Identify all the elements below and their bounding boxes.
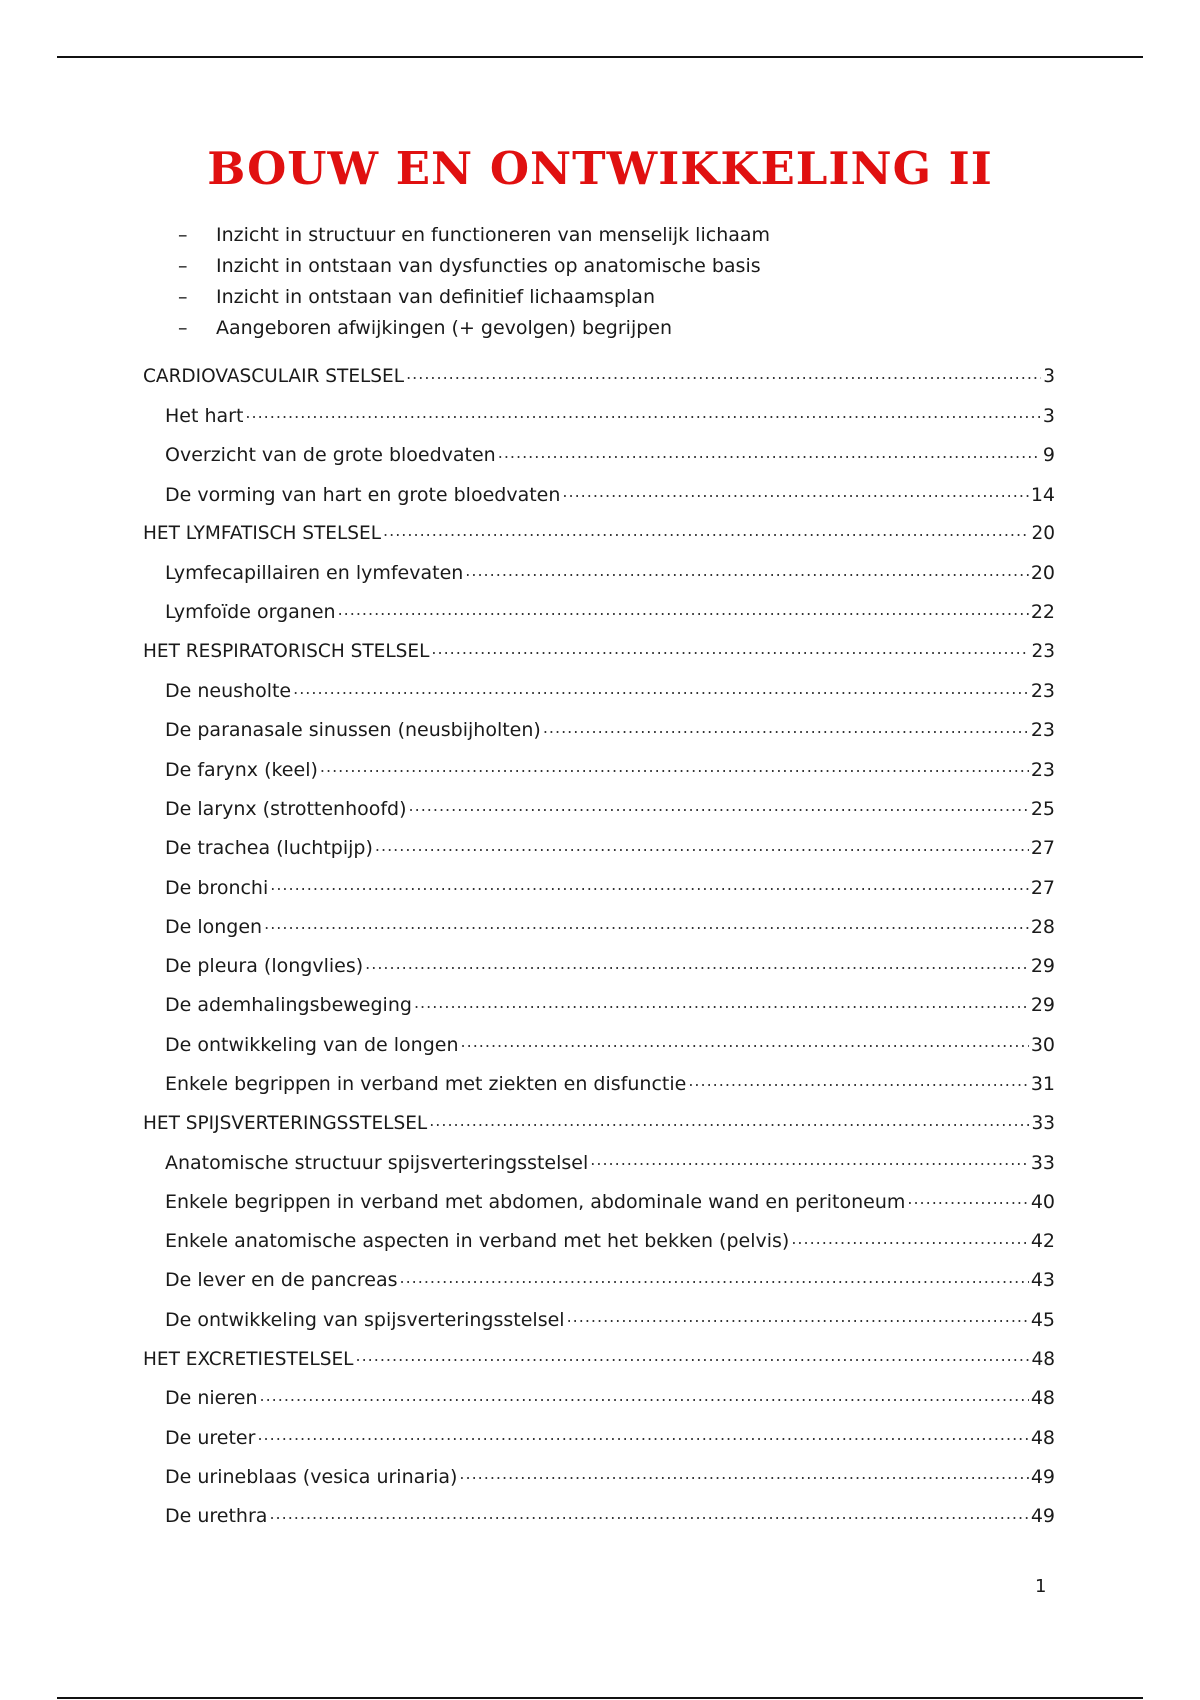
toc-entry-page: 31 [1030, 1072, 1055, 1095]
objectives-list [178, 220, 770, 344]
toc-entry-page: 29 [1030, 955, 1055, 978]
list-item [178, 282, 770, 313]
dot-leader [355, 1350, 1029, 1369]
toc-entry-label: HET RESPIRATORISCH STELSEL [143, 641, 430, 663]
toc-entry-label: De paranasale sinussen (neusbijholten) [165, 719, 541, 742]
toc-entry-section[interactable] [143, 1182, 1055, 1221]
toc-entry-page: 33 [1031, 1112, 1055, 1134]
toc-entry-label: De bronchi [165, 876, 269, 899]
objective-text: Aangeboren afwijkingen (+ gevolgen) begrijpen [216, 317, 673, 339]
dot-leader [567, 1310, 1029, 1329]
dot-leader [688, 1074, 1029, 1093]
toc-entry-page: 27 [1030, 876, 1055, 899]
dot-leader [414, 996, 1029, 1015]
toc-entry-page: 20 [1031, 523, 1055, 545]
toc-entry-section[interactable] [143, 986, 1055, 1025]
toc-entry-page: 28 [1030, 915, 1055, 938]
toc-entry-chapter[interactable] [143, 357, 1055, 396]
toc-entry-page: 48 [1031, 1348, 1055, 1370]
toc-entry-page: 40 [1030, 1190, 1055, 1213]
toc-entry-page: 33 [1030, 1151, 1055, 1174]
toc-entry-page: 49 [1030, 1465, 1055, 1488]
toc-entry-chapter[interactable] [143, 632, 1055, 671]
toc-entry-label: De farynx (keel) [165, 758, 318, 781]
dot-leader [562, 485, 1028, 504]
toc-entry-section[interactable] [143, 1457, 1055, 1496]
toc-entry-chapter[interactable] [143, 1339, 1055, 1378]
toc-entry-section[interactable] [143, 553, 1055, 592]
toc-entry-page: 29 [1030, 994, 1055, 1017]
toc-entry-page: 9 [1042, 444, 1055, 467]
dot-leader [498, 446, 1041, 465]
toc-entry-label: De ontwikkeling van spijsverteringsstelsel [165, 1308, 565, 1331]
toc-entry-label: De ureter [165, 1426, 256, 1449]
objective-text: Inzicht in ontstaan van dysfuncties op anatomische basis [216, 255, 761, 277]
dot-leader [257, 1428, 1028, 1447]
toc-entry-page: 23 [1030, 719, 1055, 742]
toc-entry-page: 48 [1030, 1387, 1055, 1410]
dot-leader [459, 1467, 1028, 1486]
dot-leader [543, 721, 1029, 740]
toc-entry-page: 30 [1030, 1033, 1055, 1056]
toc-entry-page: 43 [1030, 1269, 1055, 1292]
dash-marker: – [178, 224, 188, 246]
toc-entry-label: De neusholte [165, 680, 292, 703]
toc-entry-label: Enkele anatomische aspecten in verband met het bekken (pelvis) [165, 1230, 790, 1253]
toc-entry-page: 3 [1043, 366, 1055, 388]
toc-entry-label: De larynx (strottenhoofd) [165, 797, 407, 820]
dot-leader [406, 367, 1041, 386]
toc-entry-section[interactable] [143, 1261, 1055, 1300]
toc-entry-label: De lever en de pancreas [165, 1269, 398, 1292]
toc-entry-section[interactable] [143, 1143, 1055, 1182]
toc-entry-page: 23 [1031, 641, 1055, 663]
dot-leader [907, 1192, 1028, 1211]
dash-marker: – [178, 255, 188, 277]
list-item [178, 313, 770, 344]
toc-entry-label: De ademhalingsbeweging [165, 994, 412, 1017]
toc-entry-page: 14 [1030, 483, 1055, 506]
objective-text: Inzicht in structuur en functioneren van menselijk lichaam [216, 224, 771, 246]
dot-leader [431, 642, 1029, 661]
header-rule [57, 56, 1143, 58]
toc-entry-section[interactable] [143, 789, 1055, 828]
dot-leader [320, 760, 1029, 779]
toc-entry-section[interactable] [143, 1300, 1055, 1339]
toc-entry-section[interactable] [143, 1222, 1055, 1261]
toc-entry-label: De ontwikkeling van de longen [165, 1033, 459, 1056]
toc-entry-page: 23 [1030, 758, 1055, 781]
dot-leader [338, 603, 1029, 622]
toc-entry-label: De longen [165, 915, 263, 938]
document-title: BOUW EN ONTWIKKELING II [207, 142, 993, 195]
toc-entry-label: CARDIOVASCULAIR STELSEL [143, 366, 405, 388]
toc-entry-chapter[interactable] [143, 1104, 1055, 1143]
dash-marker: – [178, 286, 188, 308]
toc-entry-page: 20 [1030, 562, 1055, 585]
dot-leader [429, 1114, 1029, 1133]
toc-entry-label: De nieren [165, 1387, 258, 1410]
toc-entry-section[interactable] [143, 907, 1055, 946]
toc-entry-section[interactable] [143, 946, 1055, 985]
toc-entry-section[interactable] [143, 436, 1055, 475]
dash-marker: – [178, 317, 188, 339]
toc-entry-label: Lymfecapillairen en lymfevaten [165, 562, 464, 585]
toc-entry-page: 49 [1030, 1505, 1055, 1528]
list-item [178, 251, 770, 282]
objective-text: Inzicht in ontstaan van definitief lichaamsplan [216, 286, 655, 308]
dot-leader [245, 406, 1040, 425]
toc-entry-section[interactable] [143, 396, 1055, 435]
toc-entry-section[interactable] [143, 1064, 1055, 1103]
toc-entry-label: De urineblaas (vesica urinaria) [165, 1465, 458, 1488]
dot-leader [270, 878, 1029, 897]
dot-leader [365, 957, 1029, 976]
dot-leader [400, 1271, 1029, 1290]
toc-entry-section[interactable] [143, 593, 1055, 632]
toc-entry-section[interactable] [143, 750, 1055, 789]
toc-entry-label: De trachea (luchtpijp) [165, 837, 373, 860]
dot-leader [260, 1389, 1029, 1408]
dot-leader [461, 1035, 1029, 1054]
list-item [178, 220, 770, 251]
page-number: 1 [1035, 1576, 1047, 1597]
toc-entry-section[interactable] [143, 829, 1055, 868]
toc-entry-page: 3 [1042, 404, 1055, 427]
toc-entry-label: HET SPIJSVERTERINGSSTELSEL [143, 1112, 428, 1134]
toc-entry-section[interactable] [143, 1418, 1055, 1457]
dot-leader [264, 917, 1029, 936]
toc-entry-page: 45 [1030, 1308, 1055, 1331]
toc-entry-section[interactable] [143, 671, 1055, 710]
dot-leader [590, 1153, 1029, 1172]
toc-entry-label: Enkele begrippen in verband met ziekten en disfunctie [165, 1072, 687, 1095]
toc-entry-label: Het hart [165, 404, 244, 427]
dot-leader [293, 682, 1029, 701]
toc-entry-section[interactable] [143, 868, 1055, 907]
dot-leader [465, 564, 1029, 583]
toc-entry-label: Anatomische structuur spijsverteringsstelsel [165, 1151, 589, 1174]
toc-entry-page: 27 [1030, 837, 1055, 860]
toc-entry-page: 23 [1030, 680, 1055, 703]
dot-leader [269, 1507, 1028, 1526]
toc-entry-page: 48 [1030, 1426, 1055, 1449]
toc-entry-page: 22 [1030, 601, 1055, 624]
toc-entry-label: De pleura (longvlies) [165, 955, 364, 978]
dot-leader [375, 839, 1029, 858]
toc-entry-section[interactable] [143, 711, 1055, 750]
dot-leader [791, 1232, 1028, 1251]
toc-entry-label: Enkele begrippen in verband met abdomen, abdominale wand en peritoneum [165, 1190, 906, 1213]
toc-entry-chapter[interactable] [143, 514, 1055, 553]
toc-entry-section[interactable] [143, 475, 1055, 514]
toc-entry-label: Lymfoïde organen [165, 601, 336, 624]
toc-entry-page: 42 [1030, 1230, 1055, 1253]
toc-entry-page: 25 [1030, 797, 1055, 820]
table-of-contents [143, 357, 1055, 1536]
dot-leader [383, 525, 1029, 544]
toc-entry-label: Overzicht van de grote bloedvaten [165, 444, 496, 467]
toc-entry-label: De urethra [165, 1505, 268, 1528]
toc-entry-section[interactable] [143, 1379, 1055, 1418]
toc-entry-section[interactable] [143, 1025, 1055, 1064]
toc-entry-label: De vorming van hart en grote bloedvaten [165, 483, 561, 506]
toc-entry-section[interactable] [143, 1497, 1055, 1536]
footer-rule [57, 1697, 1143, 1699]
dot-leader [409, 799, 1029, 818]
toc-entry-label: HET LYMFATISCH STELSEL [143, 523, 382, 545]
toc-entry-label: HET EXCRETIESTELSEL [143, 1348, 354, 1370]
